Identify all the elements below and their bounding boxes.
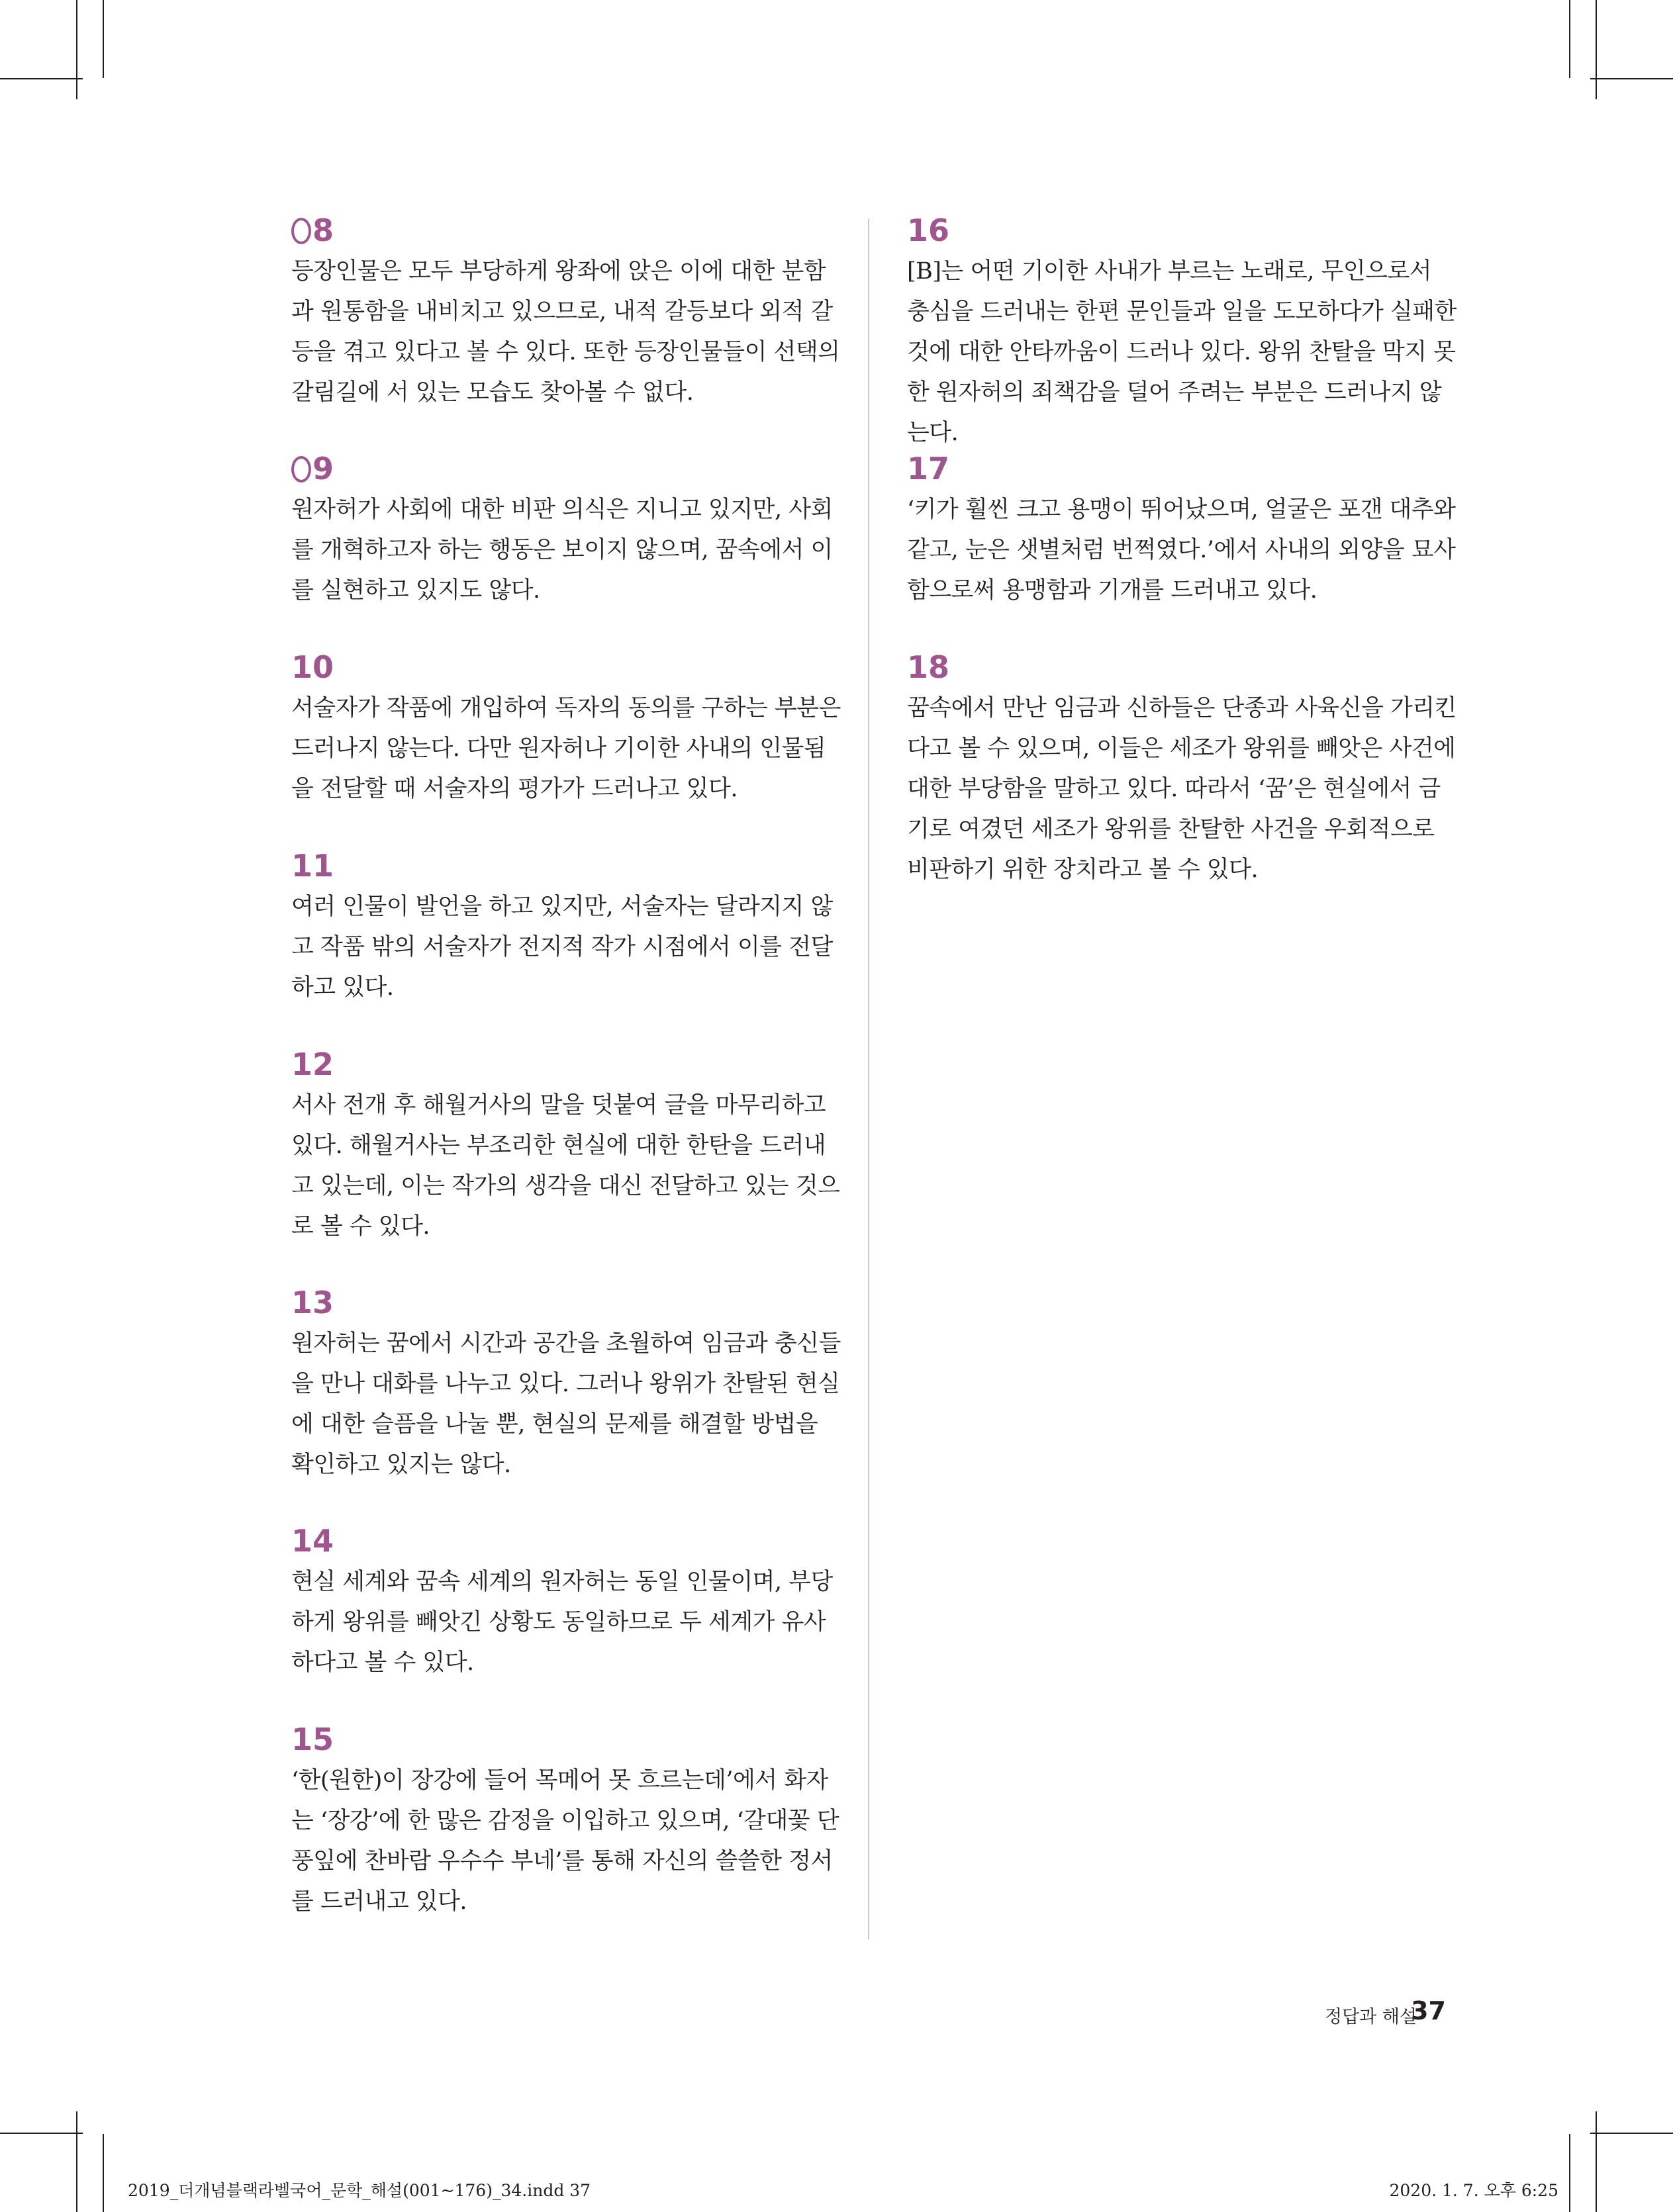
answer-entry bbox=[291, 1522, 841, 1683]
question-number: 10 bbox=[291, 649, 334, 685]
answer-entry bbox=[291, 212, 841, 413]
answer-entry bbox=[291, 1046, 841, 1247]
crop-mark bbox=[0, 78, 83, 79]
explanation-text: [B]는 어떤 기이한 사내가 부르는 노래로, 무인으로서 충심을 드러내는 한편 문인들과 일을 도모하다가 실패한 것에 대한 안타까움이 드러나 있다. 왕위 찬탈을 막지 못한 원자허의 죄책감을 덜어 주려는 부분은 드러나지 않는다. bbox=[907, 258, 1457, 446]
question-number: 11 bbox=[291, 848, 334, 884]
crop-mark bbox=[1569, 0, 1570, 78]
answer-entry bbox=[907, 212, 1457, 453]
explanation-text: 서사 전개 후 해월거사의 말을 덧붙여 글을 마무리하고 있다. 해월거사는 부조리한 현실에 대한 한탄을 드러내고 있는데, 이는 작가의 생각을 대신 전달하고 있는 것으로 볼 수 있다. bbox=[291, 1092, 840, 1240]
crop-mark bbox=[0, 2133, 83, 2134]
ring-digit-icon bbox=[291, 218, 311, 244]
answer-entry bbox=[291, 450, 841, 611]
answer-entry bbox=[291, 1284, 841, 1485]
explanation-text: 꿈속에서 만난 임금과 신하들은 단종과 사육신을 가리킨다고 볼 수 있으며, 이들은 세조가 왕위를 빼앗은 사건에 대한 부당함을 말하고 있다. 따라서 ‘꿈’은 현실에서 금기로 여겼던 세조가 왕위를 찬탈한 사건을 우회적으로 비판하기 위한 장치라고 볼 수 있다. bbox=[907, 695, 1457, 883]
crop-mark bbox=[1596, 2111, 1597, 2212]
explanation-text: ‘한(원한)이 장강에 들어 목메어 못 흐르는데’에서 화자는 ‘장강’에 한 많은 감정을 이입하고 있으며, ‘갈대꽃 단풍잎에 찬바람 우수수 부네’를 통해 자신의 쓸쓸한 정서를 드러내고 있다. bbox=[291, 1767, 839, 1915]
crop-mark bbox=[1590, 2133, 1673, 2134]
answer-entry bbox=[907, 649, 1457, 890]
answer-entry bbox=[291, 649, 841, 809]
explanation-text: 원자허는 꿈에서 시간과 공간을 초월하여 임금과 충신들을 만나 대화를 나누고 있다. 그러나 왕위가 찬탈된 현실에 대한 슬픔을 나눌 뿐, 현실의 문제를 해결할 방법을 확인하고 있지는 않다. bbox=[291, 1330, 841, 1478]
crop-mark bbox=[76, 2111, 77, 2212]
question-number: 16 bbox=[907, 212, 950, 248]
question-number: 14 bbox=[291, 1523, 334, 1559]
answer-entry bbox=[291, 1721, 841, 1922]
question-number: 17 bbox=[907, 451, 950, 486]
question-number: 13 bbox=[291, 1285, 334, 1320]
explanation-text: 현실 세계와 꿈속 세계의 원자허는 동일 인물이며, 부당하게 왕위를 빼앗긴 상황도 동일하므로 두 세계가 유사하다고 볼 수 있다. bbox=[291, 1569, 833, 1676]
column-divider bbox=[868, 218, 869, 1939]
footer-section-label: 정답과 해설 bbox=[1325, 2007, 1417, 2027]
explanation-text: 여러 인물이 발언을 하고 있지만, 서술자는 달라지지 않고 작품 밖의 서술자가 전지적 작가 시점에서 이를 전달하고 있다. bbox=[291, 894, 833, 1001]
question-number: 9 bbox=[291, 450, 841, 490]
question-number: 8 bbox=[291, 212, 841, 252]
explanation-text: 서술자가 작품에 개입하여 독자의 동의를 구하는 부분은 드러나지 않는다. 다만 원자허나 기이한 사내의 인물됨을 전달할 때 서술자의 평가가 드러나고 있다. bbox=[291, 695, 841, 802]
answer-entry bbox=[907, 450, 1457, 611]
question-number: 18 bbox=[907, 649, 950, 685]
question-number: 15 bbox=[291, 1722, 334, 1757]
page-number: 37 bbox=[1411, 1996, 1446, 2025]
crop-mark bbox=[103, 2134, 104, 2212]
crop-mark bbox=[103, 0, 104, 78]
crop-mark bbox=[1569, 2134, 1570, 2212]
explanation-text: ‘키가 훨씬 크고 용맹이 뛰어났으며, 얼굴은 포갠 대추와 같고, 눈은 샛별처럼 번쩍였다.’에서 사내의 외양을 묘사함으로써 용맹함과 기개를 드러내고 있다. bbox=[907, 496, 1456, 604]
explanation-text: 등장인물은 모두 부당하게 왕좌에 앉은 이에 대한 분함과 원통함을 내비치고 있으므로, 내적 갈등보다 외적 갈등을 겪고 있다고 볼 수 있다. 또한 등장인물들이 선택의 갈림길에 서 있는 모습도 찾아볼 수 없다. bbox=[291, 258, 840, 406]
file-slug: 2019_더개념블랙라벨국어_문학_해설(001~176)_34.indd 37 bbox=[128, 2181, 591, 2200]
answer-entry bbox=[291, 847, 841, 1008]
ring-digit-icon bbox=[291, 456, 311, 483]
question-number: 12 bbox=[291, 1046, 334, 1082]
crop-mark bbox=[1596, 0, 1597, 99]
crop-mark bbox=[1590, 78, 1673, 79]
print-timestamp: 2020. 1. 7. 오후 6:25 bbox=[1389, 2181, 1558, 2200]
crop-mark bbox=[76, 0, 77, 99]
explanation-text: 원자허가 사회에 대한 비판 의식은 지니고 있지만, 사회를 개혁하고자 하는 행동은 보이지 않으며, 꿈속에서 이를 실현하고 있지도 않다. bbox=[291, 496, 833, 604]
